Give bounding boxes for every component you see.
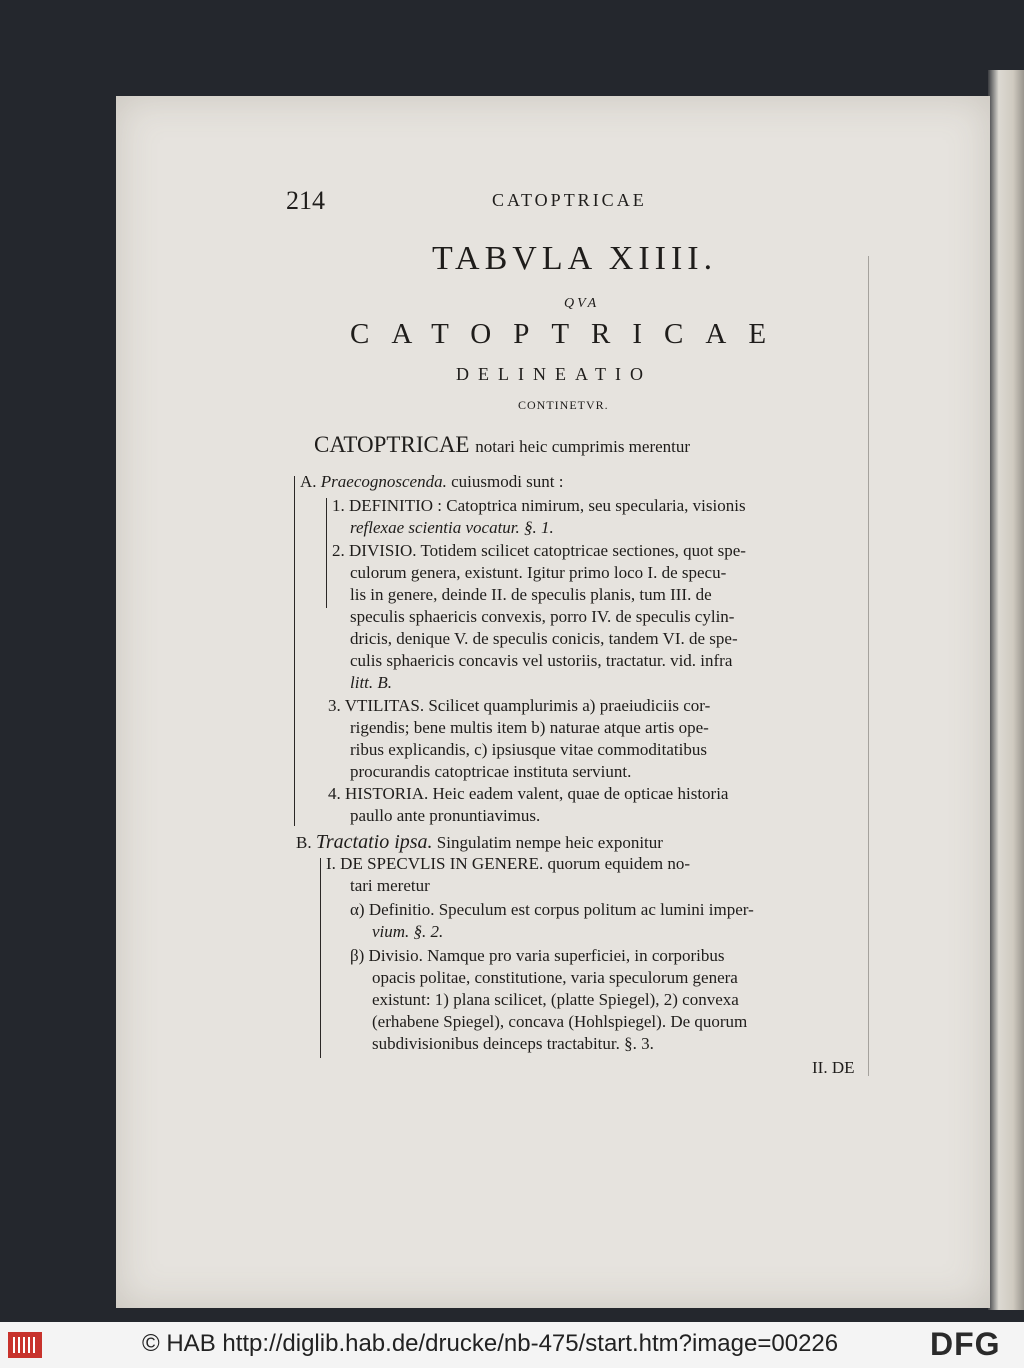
lead-line xyxy=(314,432,690,458)
sub-i-line-2: tari meretur xyxy=(350,876,430,895)
item-4-line-1: 4. HISTORIA. Heic eadem valent, quae de opticae historia xyxy=(328,784,729,803)
beta-line-3: existunt: 1) plana scilicet, (platte Spiegel), 2) convexa xyxy=(372,990,739,1009)
margin-rule xyxy=(868,256,869,1076)
item-2-line-5: dricis, denique V. de speculis conicis, tandem VI. de spe- xyxy=(350,629,738,648)
binding-strip xyxy=(988,70,1024,1310)
section-b-brace xyxy=(320,858,321,1058)
item-4-line-2: paullo ante pronuntiavimus. xyxy=(350,806,541,825)
book-page xyxy=(116,96,990,1308)
item-2-line-7: litt. B. xyxy=(350,673,393,692)
beta-line-2: opacis politae, constitutione, varia speculorum genera xyxy=(372,968,738,987)
section-a-rest: cuiusmodi sunt : xyxy=(451,472,564,491)
table-title: TABVLA XIIII. xyxy=(432,240,718,277)
item-2-line-4: speculis sphaericis convexis, porro IV. de speculis cylin- xyxy=(350,607,735,626)
delineatio-heading: DELINEATIO xyxy=(456,364,652,384)
section-a-brace xyxy=(294,476,295,826)
section-b-heading xyxy=(296,832,663,853)
item-1-line-1: 1. DEFINITIO : Catoptrica nimirum, seu specularia, visionis xyxy=(332,496,746,515)
footer-copyright-link[interactable]: © HAB http://diglib.hab.de/drucke/nb-475/start.htm?image=00226 xyxy=(142,1330,839,1357)
item-2-line-6: culis sphaericis concavis vel ustoriis, tractatur. vid. infra xyxy=(350,651,733,670)
section-a-title: Praecognoscenda. xyxy=(320,472,447,491)
catoptricae-heading: CATOPTRICAE xyxy=(350,318,789,350)
item-2-line-2: culorum genera, existunt. Igitur primo loco I. de specu- xyxy=(350,563,727,582)
section-b-title: Tractatio ipsa. xyxy=(315,831,433,853)
page-number: 214 xyxy=(286,186,325,215)
section-a-heading xyxy=(300,472,564,492)
sub-i-line-1: I. DE SPECVLIS IN GENERE. quorum equidem no- xyxy=(326,854,691,873)
running-title: CATOPTRICAE xyxy=(492,190,647,210)
item-1-line-2: reflexae scientia vocatur. §. 1. xyxy=(350,518,554,537)
lead-head: CATOPTRICAE xyxy=(314,432,470,457)
lead-rest: notari heic cumprimis merentur xyxy=(475,437,691,456)
item-2-line-1: 2. DIVISIO. Totidem scilicet catoptricae sectiones, quot spe- xyxy=(332,541,746,560)
dfg-logo: DFG xyxy=(930,1326,1001,1362)
hab-logo-icon xyxy=(8,1332,42,1358)
item-brace-inner xyxy=(326,498,327,608)
catchword: II. DE xyxy=(812,1058,855,1077)
qua-line: QVA xyxy=(564,296,600,311)
item-3-line-3: ribus explicandis, c) ipsiusque vitae commoditatibus xyxy=(350,740,707,759)
continetur-heading: CONTINETVR. xyxy=(518,398,609,412)
section-b-rest: Singulatim nempe heic exponitur xyxy=(436,833,663,852)
viewer-footer xyxy=(0,1322,1024,1368)
section-b-label: B. xyxy=(296,833,312,852)
beta-line-5: subdivisionibus deinceps tractabitur. §. 3. xyxy=(372,1034,654,1053)
item-3-line-2: rigendis; bene multis item b) naturae atque artis ope- xyxy=(350,718,709,737)
item-2-line-3: lis in genere, deinde II. de speculis planis, tum III. de xyxy=(350,585,712,604)
section-a-label: A. xyxy=(300,472,317,491)
alpha-line-2: vium. §. 2. xyxy=(372,922,444,941)
item-3-line-4: procurandis catoptricae instituta serviunt. xyxy=(350,762,632,781)
alpha-line-1: α) Definitio. Speculum est corpus politum ac lumini imper- xyxy=(350,900,754,919)
item-3-line-1: 3. VTILITAS. Scilicet quamplurimis a) praeiudiciis cor- xyxy=(328,696,711,715)
beta-line-1: β) Divisio. Namque pro varia superficiei, in corporibus xyxy=(350,946,725,965)
beta-line-4: (erhabene Spiegel), concava (Hohlspiegel). De quorum xyxy=(372,1012,748,1031)
